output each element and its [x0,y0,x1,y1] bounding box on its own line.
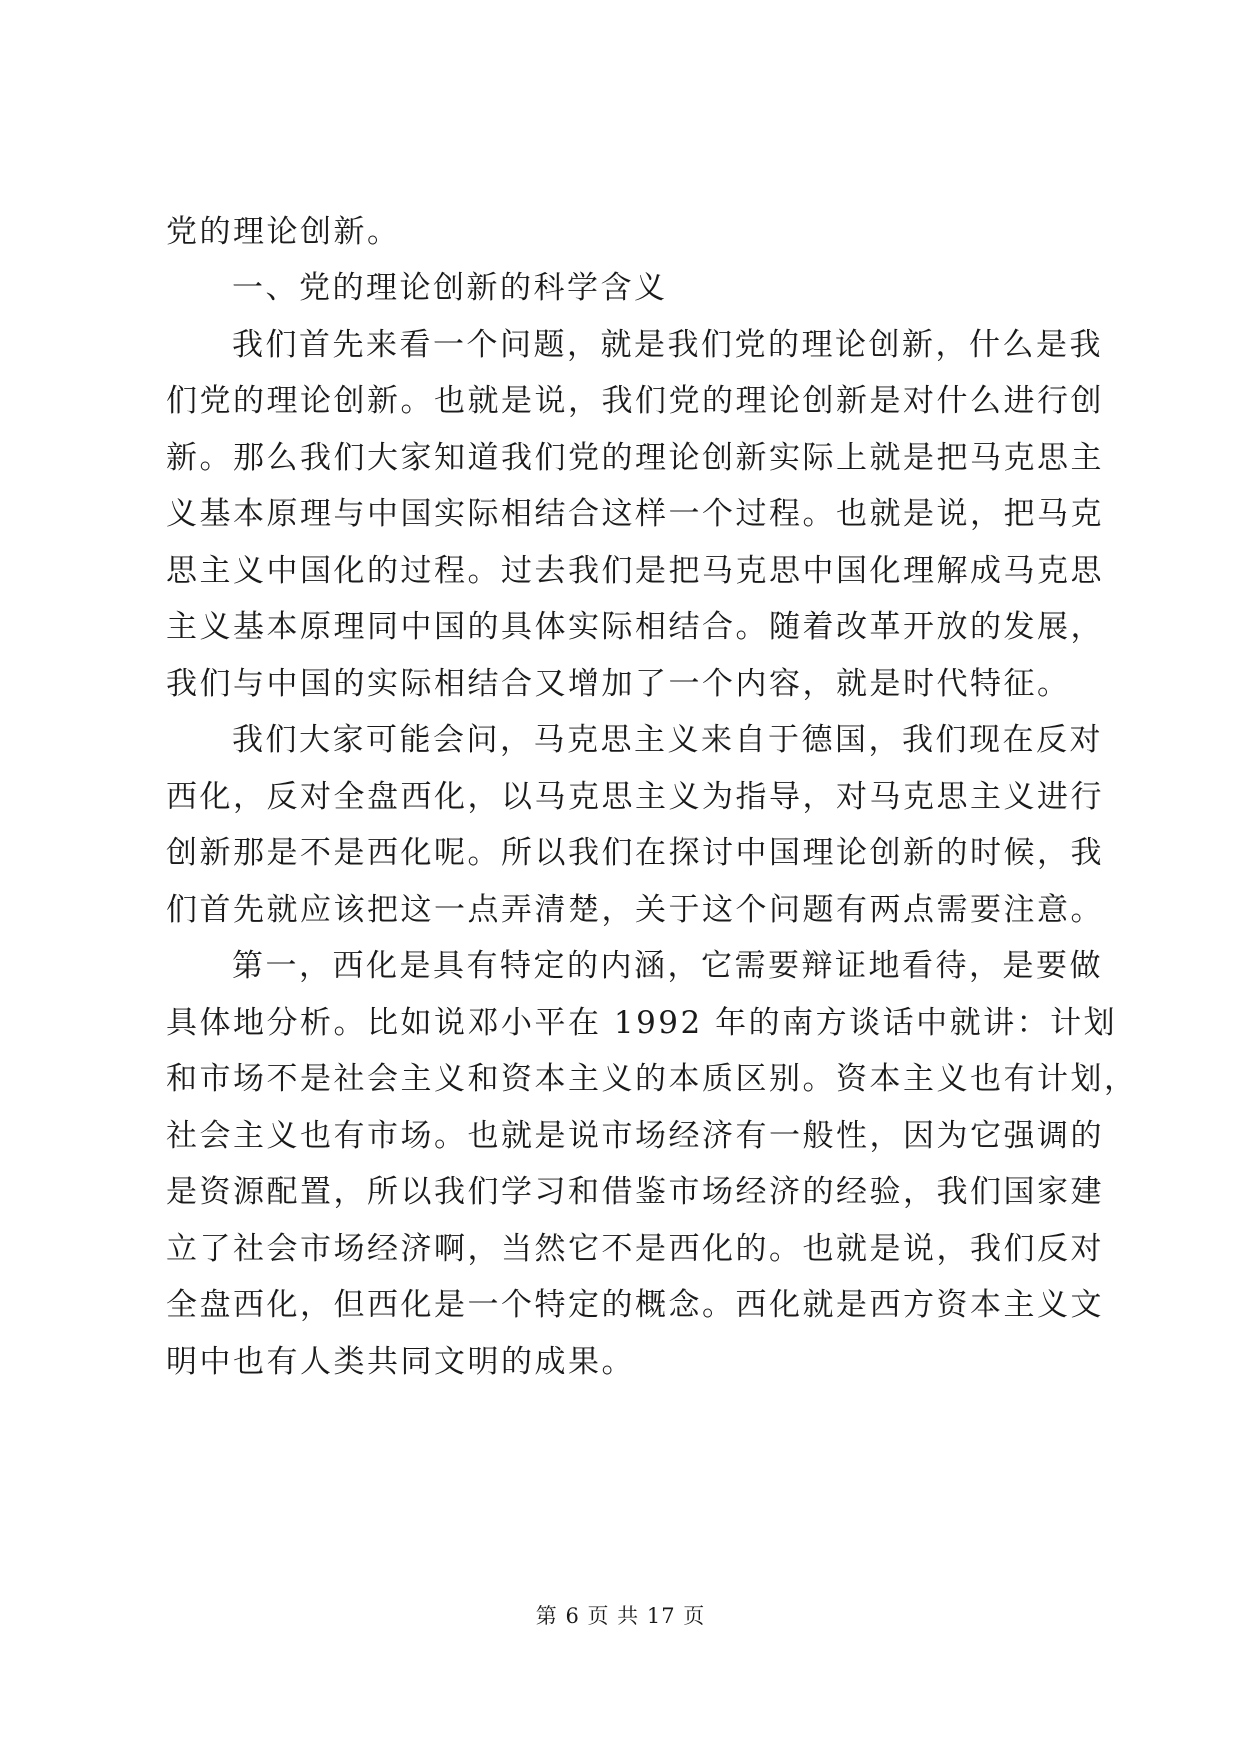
text-line: 明中也有人类共同文明的成果。 [166,1344,635,1380]
text-line: 立了社会市场经济啊，当然它不是西化的。也就是说，我们反对 [166,1231,1104,1267]
text-line: 和市场不是社会主义和资本主义的本质区别。资本主义也有计划， [166,1061,1138,1097]
text-line: 们首先就应该把这一点弄清楚，关于这个问题有两点需要注意。 [166,892,1104,928]
text-line: 我们首先来看一个问题，就是我们党的理论创新，什么是我 [232,327,1103,363]
text-line: 是资源配置，所以我们学习和借鉴市场经济的经验，我们国家建 [166,1174,1104,1210]
text-line: 创新那是不是西化呢。所以我们在探讨中国理论创新的时候，我 [166,835,1104,871]
text-line: 义基本原理与中国实际相结合这样一个过程。也就是说，把马克 [166,496,1104,532]
text-line: 们党的理论创新。也就是说，我们党的理论创新是对什么进行创 [166,383,1104,419]
text-line: 我们大家可能会问，马克思主义来自于德国，我们现在反对 [232,722,1103,758]
text-line: 具体地分析。比如说邓小平在 1992 年的南方谈话中就讲：计划 [166,1005,1118,1041]
text-line: 我们与中国的实际相结合又增加了一个内容，就是时代特征。 [166,666,1071,702]
text-line: 党的理论创新。 [166,214,401,250]
text-line: 社会主义也有市场。也就是说市场经济有一般性，因为它强调的 [166,1118,1104,1154]
text-line: 主义基本原理同中国的具体实际相结合。随着改革开放的发展， [166,609,1104,645]
text-line: 第一，西化是具有特定的内涵，它需要辩证地看待，是要做 [232,948,1103,984]
text-line: 全盘西化，但西化是一个特定的概念。西化就是西方资本主义文 [166,1287,1104,1323]
page-number-footer: 第 6 页 共 17 页 [535,1604,706,1628]
text-line: 新。那么我们大家知道我们党的理论创新实际上就是把马克思主 [166,440,1104,476]
text-line: 西化，反对全盘西化，以马克思主义为指导，对马克思主义进行 [166,779,1104,815]
text-line: 思主义中国化的过程。过去我们是把马克思中国化理解成马克思 [166,553,1104,589]
section-heading: 一、党的理论创新的科学含义 [232,270,668,306]
